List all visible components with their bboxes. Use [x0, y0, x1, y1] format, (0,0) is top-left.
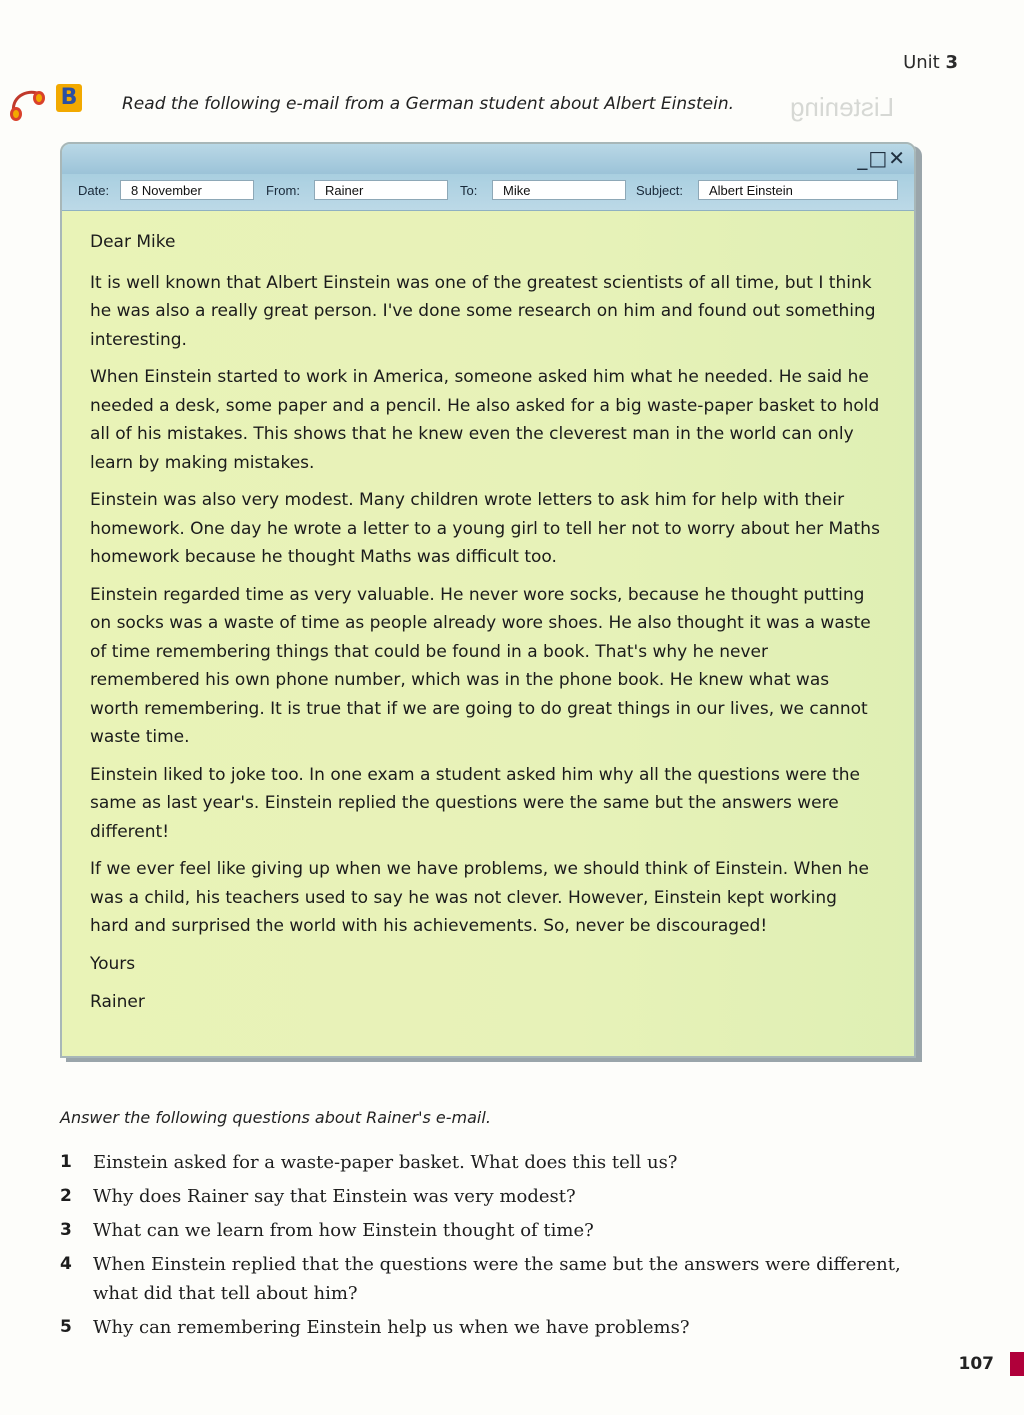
headphones-icon	[6, 84, 54, 124]
question-item	[60, 1313, 940, 1342]
email-paragraph-6: If we ever feel like giving up when we have problems, we should think of Einstein. When he was a child, his teachers used to say he was not clever. However, Einstein kept working hard and surprised the world with his achievements. So, never be discouraged!	[90, 859, 870, 936]
to-label: To:	[460, 183, 478, 198]
question-list	[60, 1148, 940, 1347]
question-text: Einstein asked for a waste-paper basket. What does this tell us?	[93, 1152, 678, 1173]
question-text: When Einstein replied that the questions were the same but the answers were different, what did that tell about him?	[93, 1254, 901, 1304]
from-label: From:	[266, 183, 300, 198]
date-field[interactable]: 8 November	[120, 180, 254, 200]
email-paragraph-5: Einstein liked to joke too. In one exam a student asked him why all the questions were the same as last year's. Einstein replied the questions were the same but the answers were different!	[90, 764, 860, 842]
to-field[interactable]: Mike	[492, 180, 626, 200]
instruction-text: Read the following e-mail from a German student about Albert Einstein.	[122, 94, 734, 114]
question-item	[60, 1250, 940, 1308]
email-paragraph-3: Einstein was also very modest. Many children wrote letters to ask him for help with their homework. One day he wrote a letter to a young girl to tell her not to worry about her Maths homework because he thought Maths was difficult too.	[90, 490, 880, 567]
page-edge-marker	[1010, 1352, 1024, 1376]
subject-field[interactable]: Albert Einstein	[698, 180, 898, 200]
question-number: 1	[60, 1152, 72, 1172]
email-titlebar	[62, 144, 914, 174]
unit-label	[903, 52, 958, 73]
email-closing: Yours	[90, 953, 136, 974]
question-number: 4	[60, 1254, 72, 1274]
question-item	[60, 1216, 940, 1245]
question-item	[60, 1182, 940, 1211]
email-header	[62, 174, 914, 211]
question-number: 2	[60, 1186, 72, 1206]
page-number: 107	[958, 1354, 994, 1374]
section-badge: B	[56, 84, 82, 112]
email-paragraph-1: It is well known that Albert Einstein was one of the greatest scientists of all time, but I think he was also a really great person. I've done some research on him and found out something interesting.	[90, 272, 876, 350]
from-field[interactable]: Rainer	[314, 180, 448, 200]
question-item	[60, 1148, 940, 1177]
question-text: Why does Rainer say that Einstein was very modest?	[93, 1186, 576, 1207]
date-label: Date:	[78, 183, 110, 198]
unit-number: 3	[945, 52, 958, 73]
email-paragraph-4: Einstein regarded time as very valuable. He never wore socks, because he thought putting on socks was a waste of time as people already wore shoes. He also thought it was a waste of time remembering things that could be found in a book. That's why he never remembered his own phone number, which was in the phone book. He knew what was worth remembering. It is true that if we are going to do great things in our lives, we cannot waste time.	[90, 584, 871, 747]
unit-label-prefix: Unit	[903, 52, 940, 73]
questions-heading: Answer the following questions about Rainer's e-mail.	[60, 1108, 491, 1127]
question-text: What can we learn from how Einstein thought of time?	[93, 1220, 594, 1241]
email-paragraph-2: When Einstein started to work in America, someone asked him what he needed. He said he needed a desk, some paper and a pencil. He also asked for a big waste-paper basket to hold all of his mistakes. This shows that he knew even the cleverest man in the world can only learn by making mistakes.	[90, 367, 880, 473]
window-controls-icon[interactable]: _□✕	[857, 146, 906, 170]
email-greeting: Dear Mike	[90, 232, 176, 252]
show-through-text: Listening	[790, 92, 895, 122]
subject-label: Subject:	[636, 183, 683, 198]
email-signature: Rainer	[90, 992, 145, 1012]
email-body	[90, 228, 880, 1026]
question-number: 3	[60, 1220, 72, 1240]
question-number: 5	[60, 1317, 72, 1337]
question-text: Why can remembering Einstein help us when we have problems?	[93, 1317, 690, 1338]
email-window	[60, 142, 916, 1058]
